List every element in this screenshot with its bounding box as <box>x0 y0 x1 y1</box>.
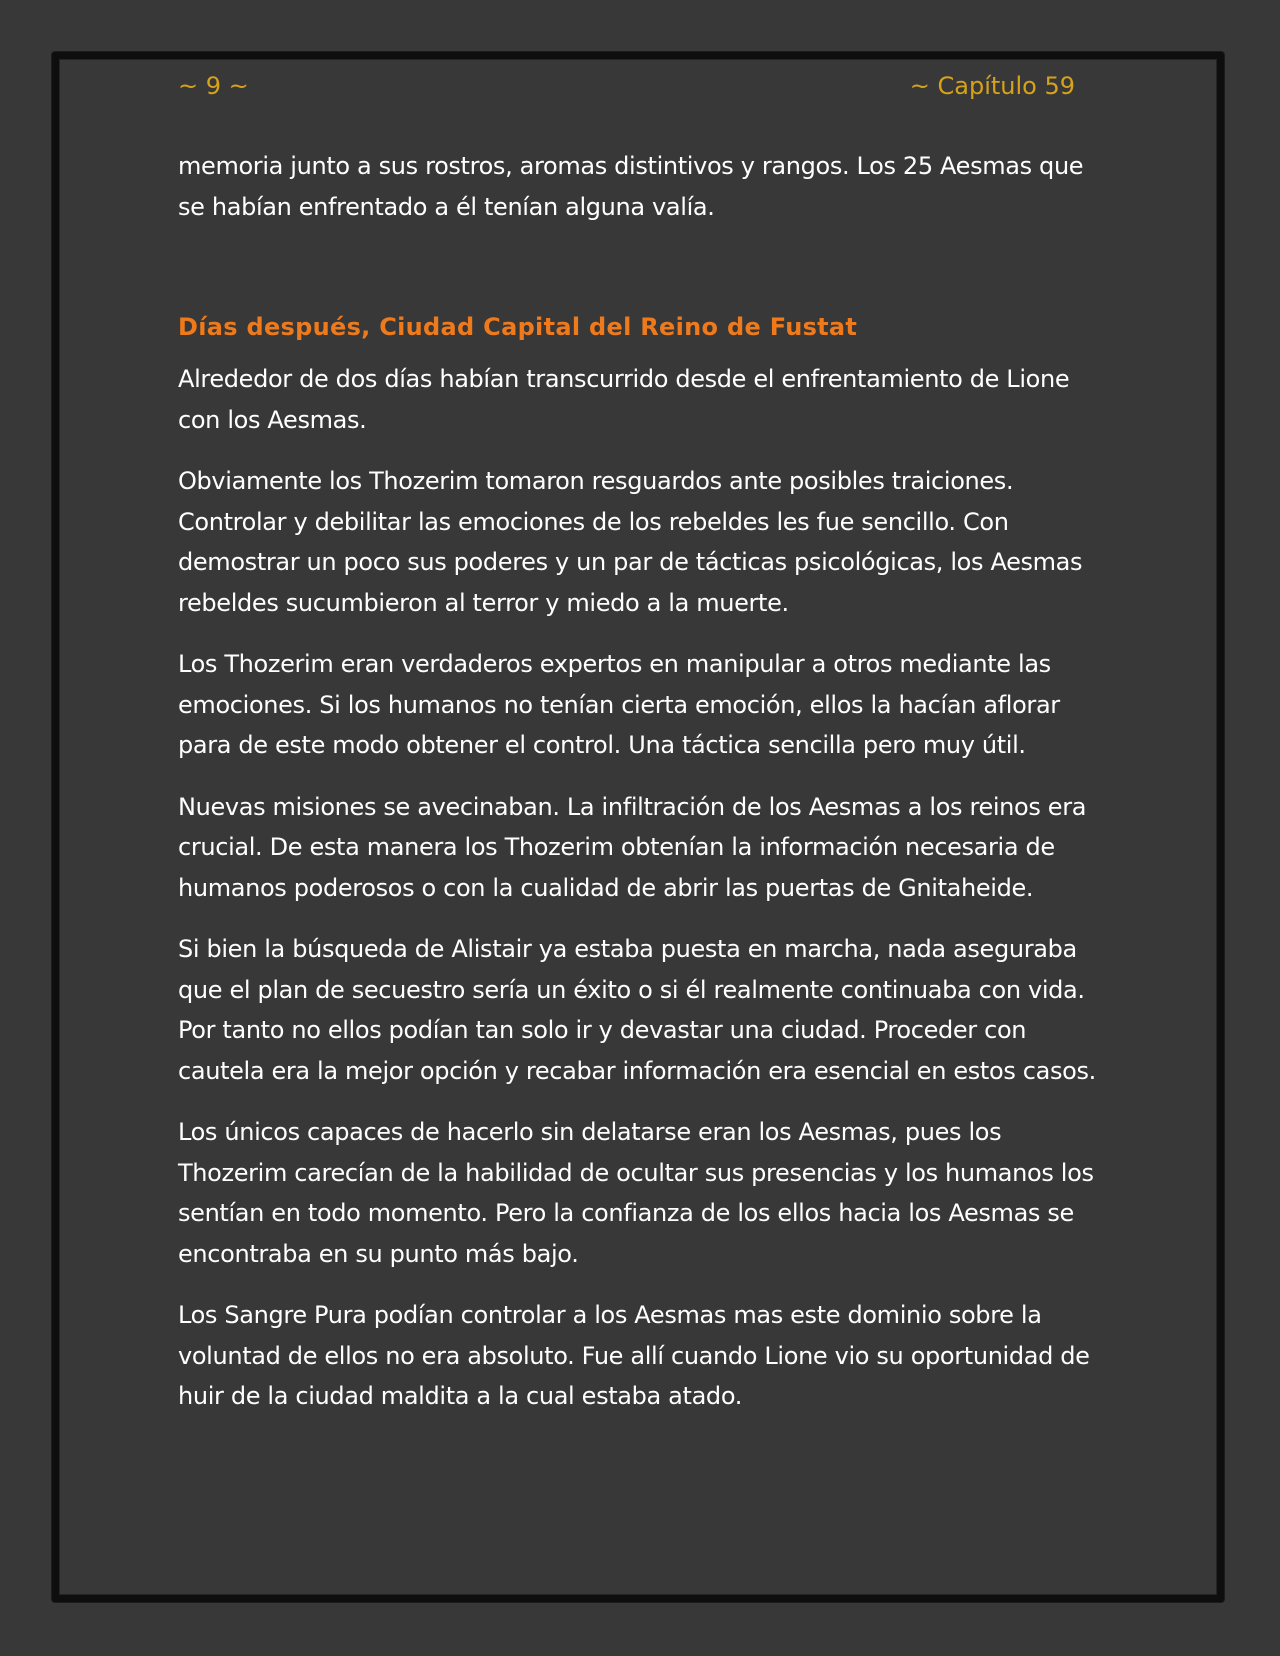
paragraph: Obviamente los Thozerim tomaron resguardos ante posibles traiciones. Controlar y debilitar las emociones de los rebeldes les fue sencillo. Con demostrar un poco sus poderes y un par de tácticas psicológicas, los Aesmas rebeldes sucumbieron al terror y miedo a la muerte. <box>178 467 1083 617</box>
chapter-label: ~ Capítulo 59 <box>909 72 1075 100</box>
paragraph: Si bien la búsqueda de Alistair ya estaba puesta en marcha, nada aseguraba que el plan de secuestro sería un éxito o si él realmente continuaba con vida. Por tanto no ellos podían tan solo ir y devastar una ciudad. Proceder con cautela era la mejor opción y recabar información era esencial en estos casos. <box>178 935 1096 1085</box>
lead-paragraph: memoria junto a sus rostros, aromas distintivos y rangos. Los 25 Aesmas que se habían enfrentado a él tenían alguna valía. <box>178 152 1084 221</box>
paragraph: Los únicos capaces de hacerlo sin delatarse eran los Aesmas, pues los Thozerim carecían de la habilidad de ocultar sus presencias y los humanos los sentían en todo momento. Pero la confianza de los ellos hacia los Aesmas se encontraba en su punto más bajo. <box>178 1118 1094 1268</box>
section-heading: Días después, Ciudad Capital del Reino de Fustat <box>178 313 858 341</box>
paragraph: Los Thozerim eran verdaderos expertos en manipular a otros mediante las emociones. Si los humanos no tenían cierta emoción, ellos la hacían aflorar para de este modo obtener el control. Una táctica sencilla pero muy útil. <box>178 650 1060 759</box>
page-body <box>178 146 1108 1438</box>
paragraph: Alrededor de dos días habían transcurrido desde el enfrentamiento de Lione con los Aesmas. <box>178 365 1070 434</box>
page-number: ~ 9 ~ <box>178 72 249 100</box>
paragraph: Los Sangre Pura podían controlar a los Aesmas mas este dominio sobre la voluntad de ellos no era absoluto. Fue allí cuando Lione vio su oportunidad de huir de la ciudad maldita a la cual estaba atado. <box>178 1301 1090 1410</box>
paragraph: Nuevas misiones se avecinaban. La infiltración de los Aesmas a los reinos era crucial. De esta manera los Thozerim obtenían la información necesaria de humanos poderosos o con la cualidad de abrir las puertas de Gnitaheide. <box>178 792 1087 902</box>
